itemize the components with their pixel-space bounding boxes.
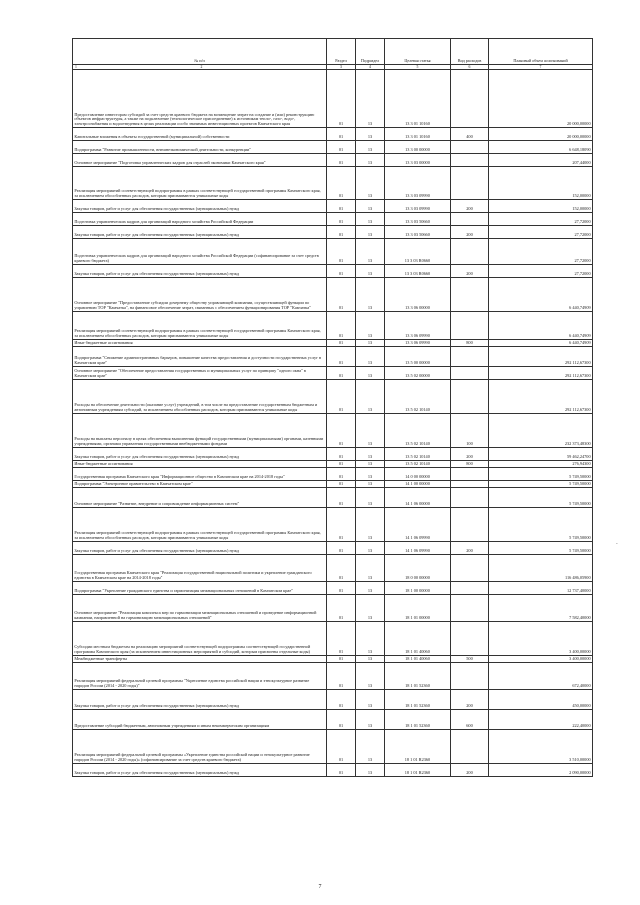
- row-target-article-cell: 13 5 02 10140: [385, 448, 451, 461]
- row-target-article-cell: 14 1 06 09990: [385, 542, 451, 555]
- row-razdel-cell: 01: [327, 488, 356, 508]
- row-expense-type-cell: [451, 367, 489, 380]
- row-expense-type-cell: 200: [451, 200, 489, 213]
- row-expense-type-cell: 200: [451, 448, 489, 461]
- row-razdel-cell: 01: [327, 167, 356, 200]
- row-amount-cell: 6 648,18090: [489, 141, 593, 154]
- row-expense-type-cell: 800: [451, 340, 489, 347]
- row-target-article-cell: 14 1 00 00000: [385, 481, 451, 488]
- row-target-article-cell: 13 3 03 50660: [385, 226, 451, 239]
- row-target-article-cell: 13 3 01 10160: [385, 128, 451, 141]
- row-name-cell: Реализация мероприятий федеральной целевой программы "Укрепление единства российской нации и этнокультурное развитие народов России (2014 - 2020 годы)": [73, 663, 327, 690]
- row-expense-type-cell: [451, 167, 489, 200]
- table-row: [73, 663, 593, 690]
- row-razdel-cell: 01: [327, 764, 356, 777]
- row-target-article-cell: 18 1 01 R2360: [385, 730, 451, 764]
- row-amount-cell: 5 749,50000: [489, 488, 593, 508]
- row-name-cell: Закупка товаров, работ и услуг для обеспечения государственных (муниципальных) нужд: [73, 265, 327, 278]
- row-expense-type-cell: [451, 312, 489, 340]
- table-row: [73, 154, 593, 167]
- table-row: [73, 380, 593, 414]
- row-amount-cell: 207,44000: [489, 154, 593, 167]
- row-expense-type-cell: [451, 70, 489, 128]
- header-expense-type: Вид расходов: [451, 39, 489, 65]
- column-number: 4: [356, 65, 385, 70]
- row-target-article-cell: 13 3 03 09990: [385, 167, 451, 200]
- column-number: 7: [489, 65, 593, 70]
- row-razdel-cell: 01: [327, 226, 356, 239]
- row-name-cell: Реализация мероприятий соответствующей подпрограммы в рамках соответствующей государственной программы Камчатского края, за исключением обособленных расходов, которым присваиваются уникальные коды: [73, 508, 327, 542]
- row-razdel-cell: 01: [327, 380, 356, 414]
- row-name-cell: Закупка товаров, работ и услуг для обеспечения государственных (муниципальных) нужд: [73, 448, 327, 461]
- row-amount-cell: 20 000,00000: [489, 70, 593, 128]
- table-row: [73, 128, 593, 141]
- table-row: [73, 622, 593, 656]
- row-razdel-cell: 01: [327, 468, 356, 481]
- row-amount-cell: 27,72000: [489, 213, 593, 226]
- row-target-article-cell: 14 1 06 00000: [385, 488, 451, 508]
- row-razdel-cell: 01: [327, 200, 356, 213]
- row-name-cell: Реализация мероприятий федеральной целевой программы «Укрепление единства российской нации и этнокультурное развитие народов России (2014 - 2020 годы)» (софинансирование за счет средств краевого бюджета): [73, 730, 327, 764]
- row-target-article-cell: 13 5 02 00000: [385, 367, 451, 380]
- row-podrazdel-cell: 13: [356, 200, 385, 213]
- row-amount-cell: 152,00000: [489, 167, 593, 200]
- row-expense-type-cell: [451, 278, 489, 312]
- row-podrazdel-cell: 13: [356, 239, 385, 265]
- budget-table: [72, 38, 593, 777]
- table-row: [73, 70, 593, 128]
- row-podrazdel-cell: 13: [356, 710, 385, 730]
- row-amount-cell: 292 112,67300: [489, 367, 593, 380]
- row-amount-cell: 3 400,00000: [489, 656, 593, 663]
- row-target-article-cell: 18 1 01 40060: [385, 622, 451, 656]
- column-number: 1 2: [73, 65, 327, 70]
- row-podrazdel-cell: 13: [356, 582, 385, 595]
- table-row: [73, 710, 593, 730]
- row-amount-cell: 7 582,40000: [489, 595, 593, 622]
- row-razdel-cell: 01: [327, 239, 356, 265]
- row-target-article-cell: 13 3 03 R0660: [385, 265, 451, 278]
- row-name-cell: Подпрограмма "Укрепление гражданского единства и гармонизация межнациональных отношений в Камчатском крае": [73, 582, 327, 595]
- row-razdel-cell: 01: [327, 312, 356, 340]
- row-name-cell: Предоставление субсидий бюджетным, автономным учреждениям и иным некоммерческим организациям: [73, 710, 327, 730]
- row-razdel-cell: 01: [327, 461, 356, 468]
- row-expense-type-cell: [451, 663, 489, 690]
- row-razdel-cell: 01: [327, 265, 356, 278]
- row-podrazdel-cell: 13: [356, 380, 385, 414]
- row-name-cell: Государственная программа Камчатского края "Информационное общество в Камчатском крае на 2014-2018 годы": [73, 468, 327, 481]
- row-amount-cell: 3 510,00000: [489, 730, 593, 764]
- row-expense-type-cell: [451, 582, 489, 595]
- row-amount-cell: 5 749,50000: [489, 508, 593, 542]
- table-row: [73, 167, 593, 200]
- table-row: [73, 730, 593, 764]
- row-razdel-cell: 01: [327, 141, 356, 154]
- row-podrazdel-cell: 13: [356, 656, 385, 663]
- row-amount-cell: 6 440,74909: [489, 278, 593, 312]
- row-name-cell: Капитальные вложения в объекты государственной (муниципальной) собственности: [73, 128, 327, 141]
- row-razdel-cell: 01: [327, 347, 356, 367]
- row-amount-cell: 292 112,67300: [489, 347, 593, 367]
- row-podrazdel-cell: 13: [356, 128, 385, 141]
- table-row: [73, 312, 593, 340]
- table-row: [73, 582, 593, 595]
- row-amount-cell: 5 749,50000: [489, 542, 593, 555]
- row-target-article-cell: 13 3 03 50660: [385, 213, 451, 226]
- row-podrazdel-cell: 13: [356, 367, 385, 380]
- row-amount-cell: 6 440,74909: [489, 312, 593, 340]
- row-expense-type-cell: [451, 154, 489, 167]
- row-podrazdel-cell: 13: [356, 167, 385, 200]
- row-name-cell: Иные бюджетные ассигнования: [73, 340, 327, 347]
- table-row: [73, 764, 593, 777]
- row-podrazdel-cell: 13: [356, 730, 385, 764]
- table-row: [73, 656, 593, 663]
- row-podrazdel-cell: 13: [356, 622, 385, 656]
- table-row: [73, 508, 593, 542]
- table-row: [73, 226, 593, 239]
- row-target-article-cell: 18 1 01 52360: [385, 690, 451, 710]
- row-target-article-cell: 14 1 06 09990: [385, 508, 451, 542]
- table-row: [73, 488, 593, 508]
- row-target-article-cell: 18 1 01 00000: [385, 595, 451, 622]
- table-row: [73, 461, 593, 468]
- header-podrazdel: Подраздел: [356, 39, 385, 65]
- row-target-article-cell: 18 1 01 52360: [385, 663, 451, 690]
- row-expense-type-cell: [451, 380, 489, 414]
- row-expense-type-cell: [451, 213, 489, 226]
- row-amount-cell: 5 749,50000: [489, 481, 593, 488]
- row-razdel-cell: 01: [327, 278, 356, 312]
- table-row: [73, 468, 593, 481]
- row-amount-cell: 222,40000: [489, 710, 593, 730]
- header-razdel: Раздел: [327, 39, 356, 65]
- row-name-cell: Государственная программа Камчатского края "Реализация государственной национальной политики и укрепление гражданского единства в Камчатском крае на 2014-2018 годы": [73, 555, 327, 582]
- row-target-article-cell: 13 3 00 00000: [385, 141, 451, 154]
- row-podrazdel-cell: 13: [356, 154, 385, 167]
- row-razdel-cell: 01: [327, 555, 356, 582]
- row-name-cell: Закупка товаров, работ и услуг для обеспечения государственных (муниципальных) нужд: [73, 542, 327, 555]
- row-name-cell: Закупка товаров, работ и услуг для обеспечения государственных (муниципальных) нужд: [73, 200, 327, 213]
- row-razdel-cell: 01: [327, 128, 356, 141]
- row-podrazdel-cell: 13: [356, 468, 385, 481]
- row-expense-type-cell: 200: [451, 226, 489, 239]
- row-expense-type-cell: 200: [451, 265, 489, 278]
- row-expense-type-cell: 200: [451, 764, 489, 777]
- row-target-article-cell: 14 0 00 00000: [385, 468, 451, 481]
- row-name-cell: Подпрограмма "Развитие промышленности, внешнеэкономической деятельности, конкуренции": [73, 141, 327, 154]
- row-name-cell: Подготовка управленческих кадров для организаций народного хозяйства Российской Федерации: [73, 213, 327, 226]
- row-razdel-cell: 01: [327, 414, 356, 448]
- table-row: [73, 265, 593, 278]
- row-target-article-cell: 13 5 02 10140: [385, 380, 451, 414]
- column-number: 6: [451, 65, 489, 70]
- row-name-cell: Предоставление инвесторам субсидий за счет средств краевого бюджета на возмещение затрат на создание и (или) реконструкцию объектов инфраструктуры, а также на подключение (технологическое присоединение) к источникам тепло-, газо-, водо-, электроснабжения и водоотведения в целях реализации особо значимых инвестиционных проектов Камчатского края: [73, 70, 327, 128]
- row-amount-cell: 20 000,00000: [489, 128, 593, 141]
- row-podrazdel-cell: 13: [356, 141, 385, 154]
- row-amount-cell: 27,72000: [489, 265, 593, 278]
- header-target-article: Целевая статья: [385, 39, 451, 65]
- row-target-article-cell: 13 3 03 00000: [385, 154, 451, 167]
- row-name-cell: Основное мероприятие "Обеспечение предоставления государственных и муниципальных услуг по принципу "одного окна" в Камчатском крае": [73, 367, 327, 380]
- table-row: [73, 347, 593, 367]
- row-name-cell: Закупка товаров, работ и услуг для обеспечения государственных (муниципальных) нужд: [73, 764, 327, 777]
- row-podrazdel-cell: 13: [356, 690, 385, 710]
- table-row: [73, 555, 593, 582]
- row-name-cell: Межбюджетные трансферты: [73, 656, 327, 663]
- row-podrazdel-cell: 13: [356, 70, 385, 128]
- row-target-article-cell: 13 3 03 R0660: [385, 239, 451, 265]
- row-podrazdel-cell: 13: [356, 340, 385, 347]
- row-podrazdel-cell: 13: [356, 312, 385, 340]
- row-name-cell: Расходы на обеспечение деятельности (оказание услуг) учреждений, в том числе на предоставление государственным бюджетным и автономным учреждениям субсидий, за исключением обособленных расходов, которым присваиваются уникальные коды: [73, 380, 327, 414]
- row-name-cell: Реализация мероприятий соответствующей подпрограммы в рамках соответствующей государственной программы Камчатского края, за исключением обособленных расходов, которым присваиваются уникальные коды: [73, 312, 327, 340]
- header-planned-amount: Плановый объем ассигнований: [489, 39, 593, 65]
- row-target-article-cell: 18 1 01 52360: [385, 710, 451, 730]
- row-razdel-cell: 01: [327, 710, 356, 730]
- row-amount-cell: 116 486,05900: [489, 555, 593, 582]
- row-razdel-cell: 01: [327, 508, 356, 542]
- row-expense-type-cell: [451, 595, 489, 622]
- table-row: [73, 595, 593, 622]
- row-expense-type-cell: 100: [451, 414, 489, 448]
- row-expense-type-cell: 500: [451, 656, 489, 663]
- row-name-cell: Закупка товаров, работ и услуг для обеспечения государственных (муниципальных) нужд: [73, 226, 327, 239]
- row-expense-type-cell: [451, 481, 489, 488]
- table-row: [73, 278, 593, 312]
- column-number: 5: [385, 65, 451, 70]
- table-row: [73, 213, 593, 226]
- row-podrazdel-cell: 13: [356, 595, 385, 622]
- row-podrazdel-cell: 13: [356, 226, 385, 239]
- row-razdel-cell: 01: [327, 595, 356, 622]
- row-amount-cell: 12 737,40000: [489, 582, 593, 595]
- row-podrazdel-cell: 13: [356, 278, 385, 312]
- row-razdel-cell: 01: [327, 582, 356, 595]
- row-podrazdel-cell: 13: [356, 555, 385, 582]
- row-expense-type-cell: 800: [451, 461, 489, 468]
- table-row: [73, 200, 593, 213]
- row-podrazdel-cell: 13: [356, 764, 385, 777]
- row-amount-cell: 3 400,00000: [489, 622, 593, 656]
- row-razdel-cell: 01: [327, 154, 356, 167]
- row-razdel-cell: 01: [327, 656, 356, 663]
- row-razdel-cell: 01: [327, 448, 356, 461]
- row-razdel-cell: 01: [327, 663, 356, 690]
- row-name-cell: Основное мероприятие "Развитие, внедрение и сопровождение информационных систем": [73, 488, 327, 508]
- row-podrazdel-cell: 13: [356, 414, 385, 448]
- row-target-article-cell: 13 3 01 10160: [385, 70, 451, 128]
- row-target-article-cell: 13 5 02 10140: [385, 414, 451, 448]
- table-row: [73, 542, 593, 555]
- row-expense-type-cell: [451, 508, 489, 542]
- row-name-cell: Подпрограмма "Электронное правительство в Камчатском крае": [73, 481, 327, 488]
- row-podrazdel-cell: 13: [356, 663, 385, 690]
- row-razdel-cell: 01: [327, 70, 356, 128]
- row-podrazdel-cell: 13: [356, 542, 385, 555]
- row-amount-cell: 232 373,48300: [489, 414, 593, 448]
- row-target-article-cell: 18 1 01 R2360: [385, 764, 451, 777]
- table-row: [73, 141, 593, 154]
- row-expense-type-cell: 400: [451, 128, 489, 141]
- row-expense-type-cell: 200: [451, 690, 489, 710]
- row-expense-type-cell: [451, 488, 489, 508]
- table-row: [73, 414, 593, 448]
- row-podrazdel-cell: 13: [356, 481, 385, 488]
- row-name-cell: Закупка товаров, работ и услуг для обеспечения государственных (муниципальных) нужд: [73, 690, 327, 710]
- row-razdel-cell: 01: [327, 481, 356, 488]
- row-razdel-cell: 01: [327, 340, 356, 347]
- row-name-cell: Иные бюджетные ассигнования: [73, 461, 327, 468]
- row-target-article-cell: 18 0 00 00000: [385, 555, 451, 582]
- table-row: [73, 448, 593, 461]
- row-target-article-cell: 13 5 02 10140: [385, 461, 451, 468]
- row-podrazdel-cell: 13: [356, 461, 385, 468]
- row-razdel-cell: 01: [327, 690, 356, 710]
- table-row: [73, 690, 593, 710]
- row-amount-cell: 27,72000: [489, 226, 593, 239]
- table-row: [73, 340, 593, 347]
- row-podrazdel-cell: 13: [356, 347, 385, 367]
- row-amount-cell: 6 440,74909: [489, 340, 593, 347]
- row-amount-cell: 450,00000: [489, 690, 593, 710]
- row-amount-cell: 2 090,00000: [489, 764, 593, 777]
- row-name-cell: Подготовка управленческих кадров для организаций народного хозяйства Российской Федерации (софинансирование за счет средств краевого бюджета): [73, 239, 327, 265]
- row-amount-cell: 152,00000: [489, 200, 593, 213]
- row-expense-type-cell: [451, 239, 489, 265]
- row-razdel-cell: 01: [327, 213, 356, 226]
- row-target-article-cell: 13 5 00 00000: [385, 347, 451, 367]
- table-row: [73, 481, 593, 488]
- header-name-num: № п/п: [73, 39, 327, 65]
- row-name-cell: Основное мероприятие "Реализация комплекса мер по гармонизации межнациональных отношений и проведение информационной кампании, направленной на гармонизацию межнациональных отношений": [73, 595, 327, 622]
- row-name-cell: Расходы на выплаты персоналу в целях обеспечения выполнения функций государственными (муниципальными) органами, казенными учреждениями, органами управления государственными внебюджетными фондами: [73, 414, 327, 448]
- row-expense-type-cell: [451, 347, 489, 367]
- row-podrazdel-cell: 13: [356, 265, 385, 278]
- row-expense-type-cell: [451, 622, 489, 656]
- row-podrazdel-cell: 13: [356, 448, 385, 461]
- row-expense-type-cell: 200: [451, 542, 489, 555]
- row-amount-cell: 276,94300: [489, 461, 593, 468]
- row-amount-cell: 59 462,24700: [489, 448, 593, 461]
- row-amount-cell: 27,72000: [489, 239, 593, 265]
- row-amount-cell: 672,40000: [489, 663, 593, 690]
- table-header-row: [73, 39, 593, 65]
- row-target-article-cell: 13 3 03 09990: [385, 200, 451, 213]
- row-name-cell: Основное мероприятие "Предоставление субсидии дочернему обществу управляющей компании, осуществляющей функции по управлению ТОР "Камчатка", на финансовое обеспечение затрат, связанных с обеспечением функционирования ТОР "Камчатка": [73, 278, 327, 312]
- row-razdel-cell: 01: [327, 542, 356, 555]
- row-name-cell: Подпрограмма "Снижение административных барьеров, повышение качества предоставления и доступности государственных услуг в Камчатском крае": [73, 347, 327, 367]
- table-row: [73, 239, 593, 265]
- row-target-article-cell: 13 3 06 09990: [385, 340, 451, 347]
- row-name-cell: Основное мероприятие "Подготовка управленческих кадров для отраслей экономики Камчатского края": [73, 154, 327, 167]
- column-number: 3: [327, 65, 356, 70]
- row-target-article-cell: 18 1 01 40060: [385, 656, 451, 663]
- row-podrazdel-cell: 13: [356, 213, 385, 226]
- row-amount-cell: 5 749,50000: [489, 468, 593, 481]
- row-podrazdel-cell: 13: [356, 488, 385, 508]
- row-amount-cell: 292 112,67300: [489, 380, 593, 414]
- row-razdel-cell: 01: [327, 622, 356, 656]
- row-expense-type-cell: [451, 730, 489, 764]
- table-body: [73, 70, 593, 777]
- row-name-cell: Реализация мероприятий соответствующей подпрограммы в рамках соответствующей государственной программы Камчатского края, за исключением обособленных расходов, которым присваиваются уникальные коды: [73, 167, 327, 200]
- margin-mark: -: [616, 542, 618, 547]
- row-expense-type-cell: 600: [451, 710, 489, 730]
- row-expense-type-cell: [451, 555, 489, 582]
- table-row: [73, 367, 593, 380]
- row-target-article-cell: 13 3 06 00000: [385, 278, 451, 312]
- row-expense-type-cell: [451, 468, 489, 481]
- row-razdel-cell: 01: [327, 367, 356, 380]
- row-razdel-cell: 01: [327, 730, 356, 764]
- row-target-article-cell: 13 3 06 09990: [385, 312, 451, 340]
- page-number: 7: [318, 884, 322, 890]
- row-target-article-cell: 18 1 00 00000: [385, 582, 451, 595]
- row-podrazdel-cell: 13: [356, 508, 385, 542]
- row-name-cell: Субсидии местным бюджетам на реализацию мероприятий соответствующей подпрограммы соответствующей государственной программы Камчатского края (за исключением инвестиционных мероприятий и субсидий, которым присвоены отдельные коды): [73, 622, 327, 656]
- row-expense-type-cell: [451, 141, 489, 154]
